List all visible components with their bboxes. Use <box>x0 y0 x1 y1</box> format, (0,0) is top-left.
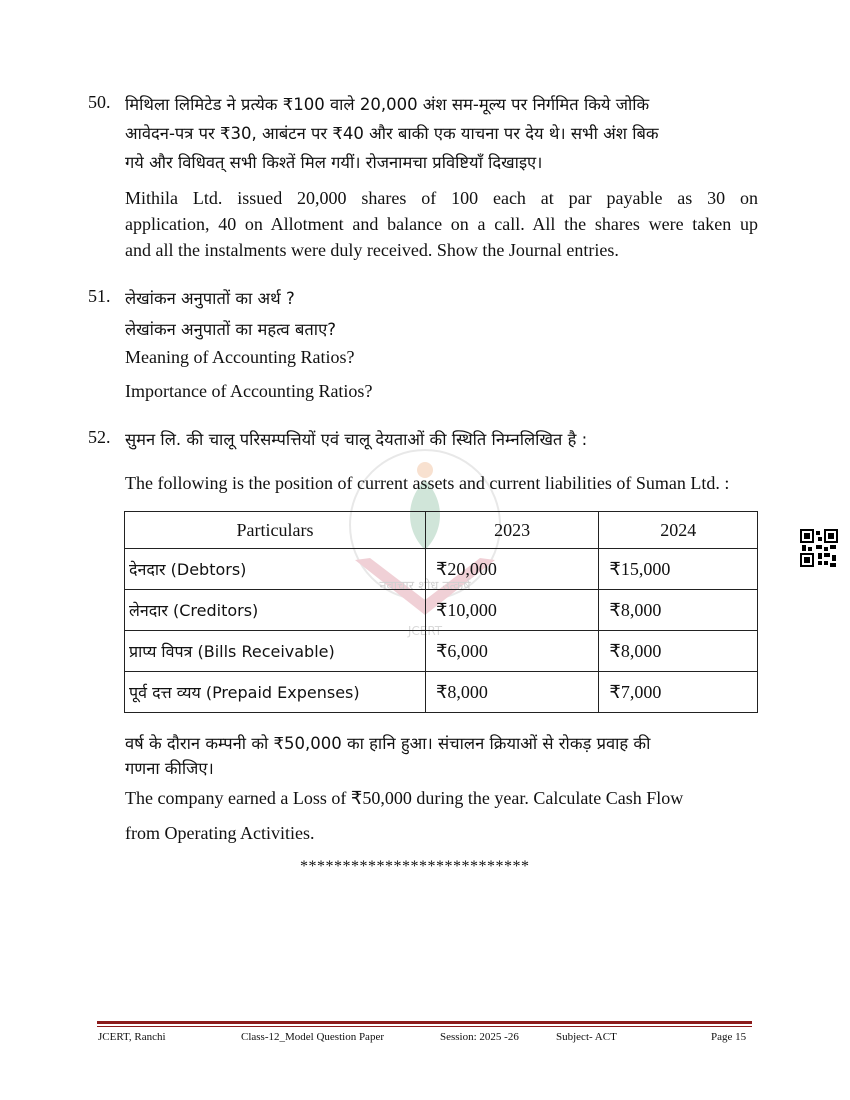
footer-page-number: Page 15 <box>711 1031 747 1043</box>
q52-english-intro: The following is the position of current assets and current liabilities of Suman Ltd. : <box>125 473 730 493</box>
footer-paper: Class-12_Model Question Paper <box>241 1031 384 1043</box>
table-cell-value: ₹15,000 <box>599 549 758 590</box>
table-header-2023: 2023 <box>425 512 598 549</box>
q52-english-outro-1: The company earned a Loss of ₹50,000 during the year. Calculate Cash Flow <box>125 788 684 808</box>
table-cell-value: ₹6,000 <box>425 631 598 672</box>
q51-english-1: Meaning of Accounting Ratios? <box>125 347 355 367</box>
footer-org: JCERT, Ranchi <box>98 1031 166 1043</box>
footer-session: Session: 2025 -26 <box>440 1031 519 1043</box>
table-header-row <box>125 512 758 549</box>
table-row <box>125 549 758 590</box>
table-cell-value: ₹20,000 <box>425 549 598 590</box>
q50-english-line-3: and all the instalments were duly received. Show the Journal entries. <box>125 240 619 260</box>
q51-english-2: Importance of Accounting Ratios? <box>125 381 373 401</box>
q52-english-outro-2: from Operating Activities. <box>125 823 315 843</box>
question-number: 52. <box>88 427 111 447</box>
table-cell-value: ₹8,000 <box>599 631 758 672</box>
table-row <box>125 590 758 631</box>
table-cell-value: ₹8,000 <box>599 590 758 631</box>
watermark-sub: JCERT <box>407 624 443 638</box>
table-cell-value: ₹10,000 <box>425 590 598 631</box>
table-cell-particular: प्राप्य विपत्र (Bills Receivable) <box>125 631 426 672</box>
end-separator: *************************** <box>300 858 530 875</box>
q52-hindi-outro-line-1: वर्ष के दौरान कम्पनी को ₹50,000 का हानि हुआ। संचालन क्रियाओं से रोकड़ प्रवाह की <box>125 734 651 753</box>
question-52-outro <box>88 729 758 846</box>
q50-english-line-1: Mithila Ltd. issued 20,000 shares of 100 each at par payable as 30 on <box>125 188 758 208</box>
q52-hindi-intro: सुमन लि. की चालू परिसम्पत्तियों एवं चालू देयताओं की स्थिति निम्नलिखित है : <box>125 430 588 449</box>
table-row <box>125 672 758 713</box>
question-52 <box>88 425 758 496</box>
table-cell-particular: देनदार (Debtors) <box>125 549 426 590</box>
footer-subject: Subject- ACT <box>556 1031 617 1043</box>
question-50-hindi <box>125 90 758 177</box>
assets-liabilities-table <box>124 511 758 713</box>
q50-hindi-line-1: मिथिला लिमिटेड ने प्रत्येक ₹100 वाले 20,000 अंश सम-मूल्य पर निर्गमित किये जोकि <box>125 95 650 114</box>
question-number: 51. <box>88 286 111 306</box>
footer-rule-thin <box>97 1026 752 1027</box>
q50-hindi-line-2: आवेदन-पत्र पर ₹30, आबंटन पर ₹40 और बाकी एक याचना पर देय थे। सभी अंश बिक <box>125 124 659 143</box>
table-cell-particular: लेनदार (Creditors) <box>125 590 426 631</box>
q51-hindi-2: लेखांकन अनुपातों का महत्व बताए? <box>125 320 336 339</box>
table-cell-particular: पूर्व दत्त व्यय (Prepaid Expenses) <box>125 672 426 713</box>
q52-hindi-outro-line-2: गणना कीजिए। <box>125 759 214 778</box>
q51-hindi-1: लेखांकन अनुपातों का अर्थ ? <box>125 289 295 308</box>
q50-english-line-2: application, 40 on Allotment and balance on a call. All the shares were taken up <box>125 214 758 234</box>
table-row <box>125 631 758 672</box>
table-cell-value: ₹8,000 <box>425 672 598 713</box>
table-cell-value: ₹7,000 <box>599 672 758 713</box>
watermark-text: नवाचार शोध उत्कर्ष <box>379 579 471 594</box>
qr-code-icon <box>800 529 838 567</box>
question-51 <box>88 284 758 404</box>
question-number: 50. <box>88 92 111 112</box>
footer-rule-thick <box>97 1021 752 1024</box>
table-header-2024: 2024 <box>599 512 758 549</box>
question-50-english <box>125 185 758 263</box>
q50-hindi-line-3: गये और विधिवत् सभी किश्तें मिल गयीं। रोजनामचा प्रविष्टियाँ दिखाइए। <box>125 153 543 172</box>
question-50 <box>88 90 758 263</box>
q52-hindi-outro <box>125 729 758 783</box>
table-header-particulars: Particulars <box>125 512 426 549</box>
